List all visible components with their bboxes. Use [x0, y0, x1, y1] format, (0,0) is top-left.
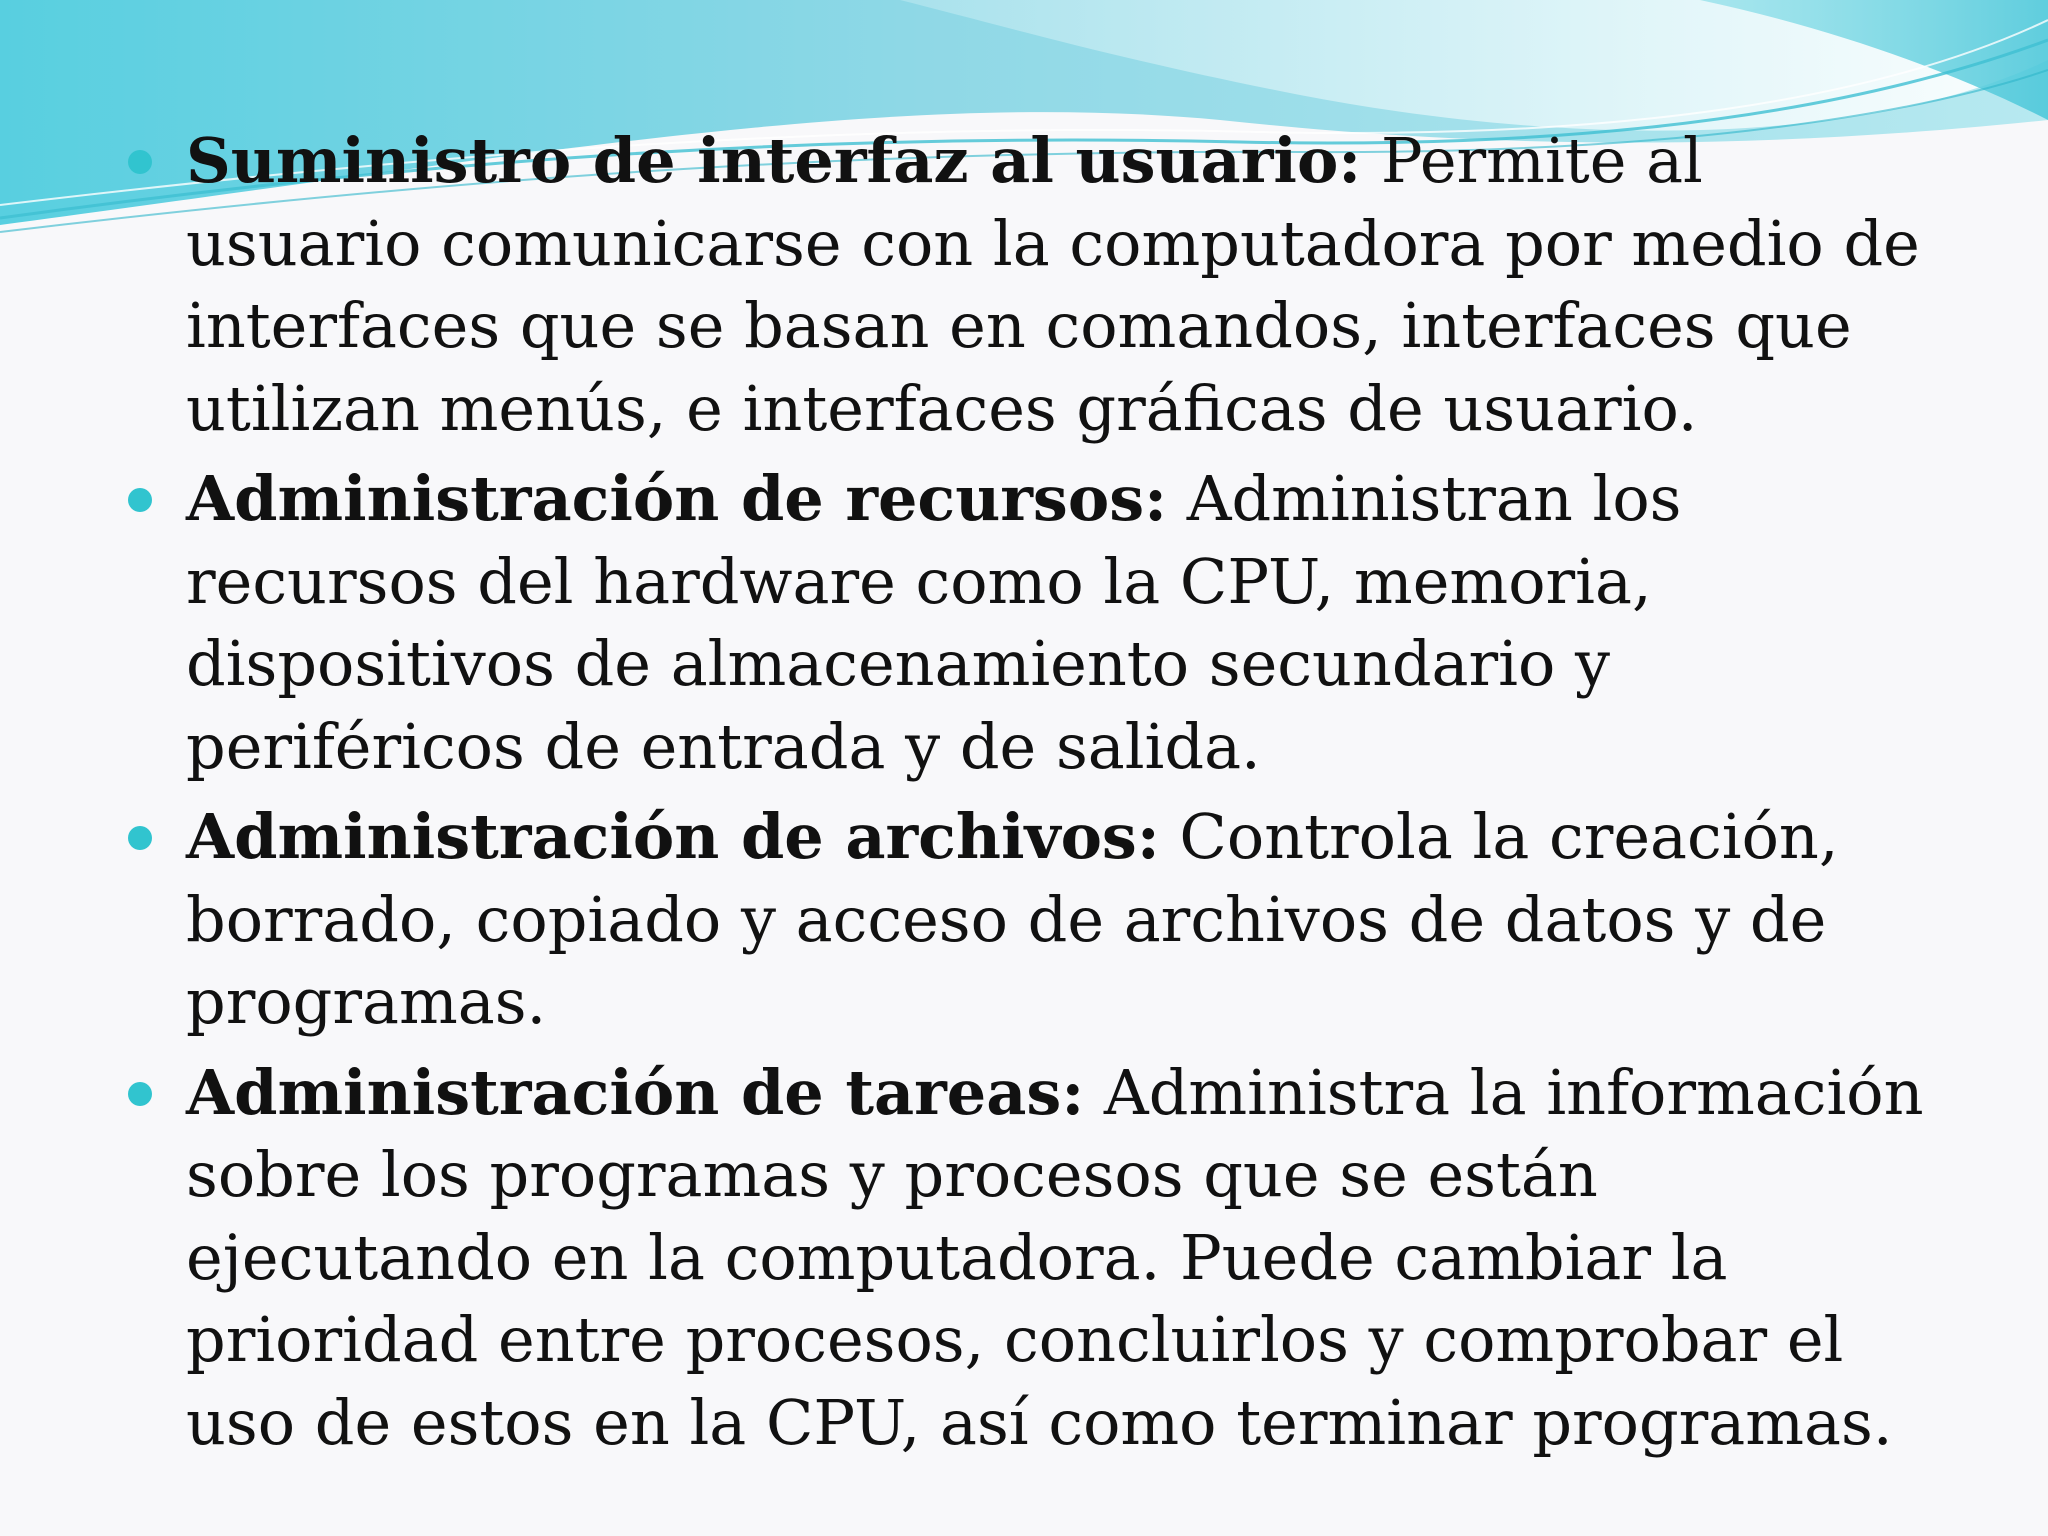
- bullet-item-file-management: [128, 796, 1948, 1044]
- bullet-body: Administran los recursos del hardware como la CPU, memoria, dispositivos de almacenamiento secundario y periféricos de entrada y de salida.: [186, 462, 1682, 783]
- bullet-body: Administra la información sobre los programas y procesos que se están ejecutando en la computadora. Puede cambiar la prioridad entre procesos, concluirlos y comprobar el uso de estos en la CPU, así como terminar programas.: [186, 1055, 1924, 1459]
- bullet-icon: [128, 488, 152, 512]
- bullet-item-task-management: [128, 1052, 1948, 1465]
- bullet-icon: [128, 1082, 152, 1106]
- bullet-heading: Suministro de interfaz al usuario:: [186, 124, 1362, 197]
- bullet-heading: Administración de recursos:: [186, 462, 1167, 535]
- bullet-body: Controla la creación, borrado, copiado y acceso de archivos de datos y de programas.: [186, 800, 1839, 1038]
- bullet-heading: Administración de tareas:: [186, 1055, 1085, 1129]
- bullet-icon: [128, 826, 152, 850]
- bullet-icon: [128, 150, 152, 174]
- bullet-body: Permite al usuario comunicarse con la computadora por medio de interfaces que se basan en comandos, interfaces que utilizan menús, e interfaces gráficas de usuario.: [186, 124, 1920, 445]
- bullet-heading: Administración de archivos:: [186, 800, 1160, 873]
- bullet-item-user-interface: [128, 120, 1948, 450]
- bullet-item-resource-management: [128, 458, 1948, 788]
- bullet-list: [128, 120, 1948, 1472]
